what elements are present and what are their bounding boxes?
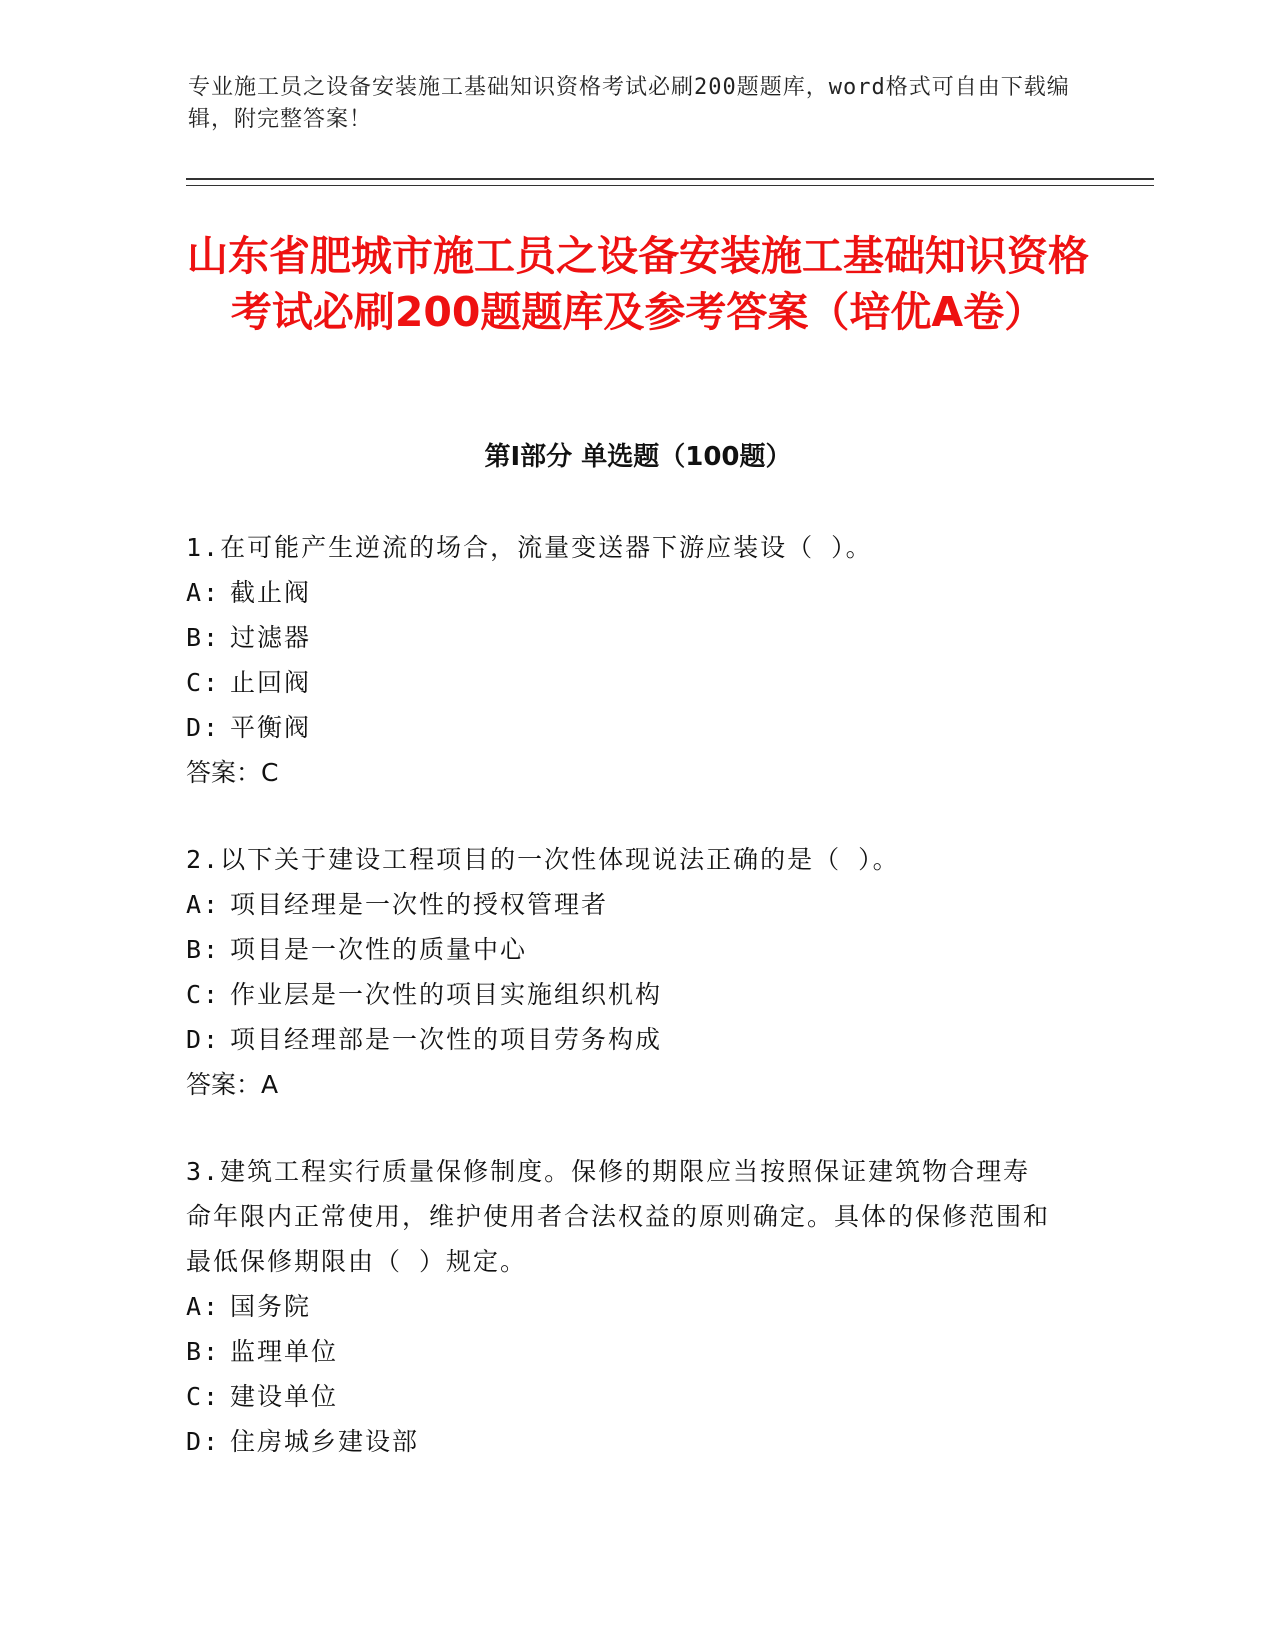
option-b xyxy=(186,1329,1056,1374)
option-letter: C: xyxy=(186,980,221,1009)
option-text: 过滤器 xyxy=(230,623,312,652)
option-letter: A: xyxy=(186,1292,221,1321)
option-d xyxy=(186,1017,1056,1062)
header-rule-thick xyxy=(186,178,1154,180)
option-b xyxy=(186,615,1056,660)
option-text: 止回阀 xyxy=(230,668,312,697)
question-2 xyxy=(186,837,1056,1107)
section-title: 第I部分 单选题（100题） xyxy=(484,442,792,472)
option-letter: C: xyxy=(186,1382,221,1411)
option-letter: D: xyxy=(186,713,221,742)
option-text: 国务院 xyxy=(230,1292,312,1321)
option-text: 截止阀 xyxy=(230,578,312,607)
option-text: 建设单位 xyxy=(230,1382,339,1411)
option-text: 项目是一次性的质量中心 xyxy=(230,935,528,964)
option-text: 项目经理是一次性的授权管理者 xyxy=(230,890,609,919)
option-text: 住房城乡建设部 xyxy=(230,1427,420,1456)
option-letter: B: xyxy=(186,1337,221,1366)
option-c xyxy=(186,660,1056,705)
option-letter: B: xyxy=(186,935,221,964)
option-b xyxy=(186,927,1056,972)
option-a xyxy=(186,570,1056,615)
header-note: 专业施工员之设备安装施工基础知识资格考试必刷200题题库，word格式可自由下载编辑，附完整答案！ xyxy=(188,75,1070,132)
question-list xyxy=(186,525,1056,1506)
option-c xyxy=(186,1374,1056,1419)
question-stem: 2.以下关于建设工程项目的一次性体现说法正确的是（ ）。 xyxy=(186,845,900,874)
option-letter: B: xyxy=(186,623,221,652)
option-text: 作业层是一次性的项目实施组织机构 xyxy=(230,980,663,1009)
option-letter: D: xyxy=(186,1427,221,1456)
option-c xyxy=(186,972,1056,1017)
question-stem: 3.建筑工程实行质量保修制度。保修的期限应当按照保证建筑物合理寿命年限内正常使用，维护使用者合法权益的原则确定。具体的保修范围和最低保修期限由（ ）规定。 xyxy=(186,1157,1051,1276)
option-letter: D: xyxy=(186,1025,221,1054)
option-letter: A: xyxy=(186,578,221,607)
answer-line: 答案：C xyxy=(186,758,279,787)
option-d xyxy=(186,1419,1056,1464)
header-rule-thin xyxy=(186,185,1154,186)
option-d xyxy=(186,705,1056,750)
option-letter: C: xyxy=(186,668,221,697)
document-title: 山东省肥城市施工员之设备安装施工基础知识资格考试必刷200题题库及参考答案（培优A卷） xyxy=(187,232,1089,336)
option-letter: A: xyxy=(186,890,221,919)
question-3 xyxy=(186,1149,1056,1464)
option-text: 项目经理部是一次性的项目劳务构成 xyxy=(230,1025,663,1054)
question-1 xyxy=(186,525,1056,795)
option-text: 监理单位 xyxy=(230,1337,339,1366)
option-a xyxy=(186,1284,1056,1329)
option-text: 平衡阀 xyxy=(230,713,312,742)
option-a xyxy=(186,882,1056,927)
question-stem: 1.在可能产生逆流的场合，流量变送器下游应装设（ ）。 xyxy=(186,533,873,562)
answer-line: 答案：A xyxy=(186,1070,279,1099)
